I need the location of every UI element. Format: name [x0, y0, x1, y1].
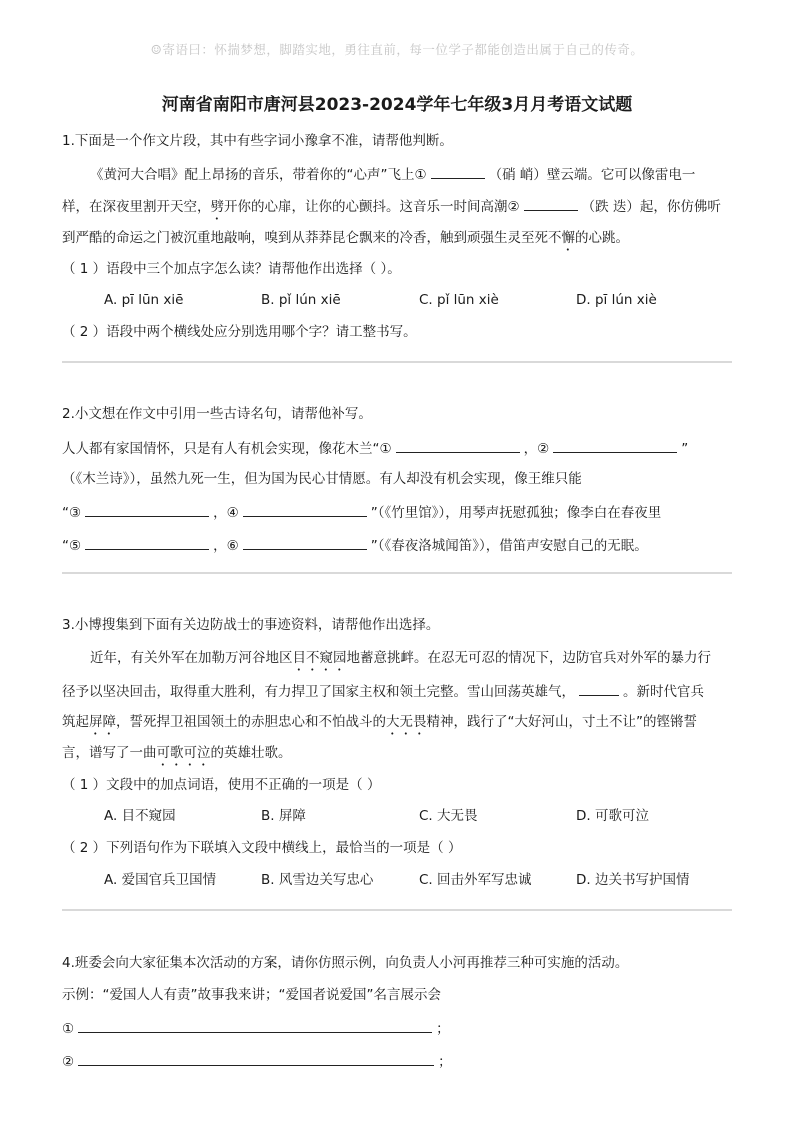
q2-blank-6[interactable]: [243, 534, 367, 550]
q1-p2c: （跌 迭）起，你仿佛听: [581, 199, 721, 215]
q4-item1-label: ①: [62, 1021, 75, 1037]
q3-p1b: 地蓄意挑衅。在忍无可忍的情况下，边防官兵对外军的暴力行: [346, 650, 711, 666]
q3-passage-line4: [62, 743, 292, 769]
q3-p2b: 。新时代官兵: [623, 684, 704, 700]
q2-l4b: ，⑥: [213, 538, 239, 554]
q3-sub2-option-d[interactable]: D. 边关书写护国情: [576, 872, 690, 888]
q2-l1a: 人人都有家国情怀，只是有人有机会实现，像花木兰“①: [62, 441, 392, 457]
q4-stem: 4.班委会向大家征集本次活动的方案，请你仿照示例，向负责人小河再推荐三种可实施的活动。: [62, 955, 629, 971]
q3-sub2: （ 2 ）下列语句作为下联填入文段中横线上，最恰当的一项是（ ）: [62, 840, 462, 856]
q1-p2b: 开你的心扉，让你的心颤抖。这音乐一时间高潮②: [224, 199, 520, 215]
q3-p3c: 精神，践行了“大好河山，寸土不让”的铿锵誓: [426, 714, 697, 730]
q2-line1: [62, 437, 688, 459]
q3-sub2-option-a[interactable]: A. 爱国官兵卫国情: [104, 872, 217, 888]
q4-semicolon-1: ；: [436, 1021, 450, 1037]
section-divider: [62, 572, 732, 574]
q4-semicolon-2: ；: [438, 1054, 452, 1070]
q1-option-b[interactable]: B. pǐ lún xiē: [261, 292, 341, 308]
q3-sub2-option-b[interactable]: B. 风雪边关写忠心: [261, 872, 374, 888]
q1-p3b: 的心跳。: [575, 230, 629, 246]
q2-blank-4[interactable]: [243, 501, 367, 517]
q3-blank[interactable]: [579, 680, 619, 696]
q1-blank-1[interactable]: [431, 163, 485, 179]
q3-sub1: （ 1 ）文段中的加点词语，使用不正确的一项是（ ）: [62, 777, 381, 793]
q1-passage-line3: [62, 228, 629, 254]
q3-p4a: 言，谱写了一曲: [62, 745, 157, 761]
q2-line2: （《木兰诗》），虽然九死一生，但为国为民心甘情愿。有人却没有机会实现，像王维只能: [62, 471, 582, 487]
q2-blank-2[interactable]: [553, 437, 677, 453]
q1-passage-line2: [62, 195, 721, 223]
q2-l4c: ”（《春夜洛城闻笛》），借笛声安慰自己的无眠。: [370, 538, 648, 554]
q2-l3c: ”（《竹里馆》），用琴声抚慰孤独；像李白在春夜里: [370, 505, 662, 521]
q4-example: 示例：“爱国人人有责”故事我来讲；“爱国者说爱国”名言展示会: [62, 987, 441, 1003]
q2-l1c: ”: [681, 441, 689, 457]
q1-sub1: （ 1 ）语段中三个加点字怎么读？请帮他作出选择（ ）。: [62, 261, 401, 277]
q4-answer-line-1: [62, 1017, 450, 1039]
q2-l1b: ，②: [523, 441, 550, 457]
q1-p3a: 到严酷的命运之门被沉重地敲响，嗅到从莽莽昆仑飘来的冷香，触到顽强生灵至死不: [62, 230, 562, 246]
q3-p1a: 近年，有关外军在加勒万河谷地区: [90, 650, 293, 666]
q1-passage-line1: [90, 163, 695, 185]
q3-dotted-word-3: 大无畏: [386, 714, 427, 730]
q1-dotted-char-3: 懈: [561, 230, 575, 246]
q4-blank-1[interactable]: [78, 1017, 432, 1033]
page-title: 河南省南阳市唐河县2023-2024学年七年级3月月考语文试题: [161, 95, 633, 115]
q4-blank-2[interactable]: [78, 1050, 434, 1066]
section-divider: [62, 361, 732, 363]
q1-p2a: 样，在深夜里割开天空，: [62, 199, 211, 215]
q3-passage-line1: [90, 648, 711, 674]
q2-blank-5[interactable]: [85, 534, 209, 550]
q3-p2a: 径予以坚决回击，取得重大胜利，有力捍卫了国家主权和领土完整。雪山回荡英雄气，: [62, 684, 575, 700]
header-motto: ☺寄语曰：怀揣梦想，脚踏实地，勇往直前，每一位学子都能创造出属于自己的传奇。: [150, 42, 644, 57]
q3-sub1-option-a[interactable]: A. 目不窥园: [104, 808, 176, 824]
section-divider: [62, 909, 732, 911]
q1-dotted-char-1: 劈: [210, 199, 224, 215]
q1-sub2: （ 2 ）语段中两个横线处应分别选用哪个字？请工整书写。: [62, 324, 417, 340]
q2-stem: 2.小文想在作文中引用一些古诗名句，请帮他补写。: [62, 406, 372, 422]
q3-sub2-option-c[interactable]: C. 回击外军写忠诚: [419, 872, 532, 888]
q3-stem: 3.小博搜集到下面有关边防战士的事迹资料，请帮他作出选择。: [62, 617, 440, 633]
q3-p3a: 筑起: [62, 714, 89, 730]
q3-passage-line3: [62, 712, 697, 738]
q1-p1b: （硝 峭）壁云端。它可以像雷电一: [488, 167, 696, 183]
q4-answer-line-2: [62, 1050, 452, 1072]
q2-l4a: “⑤: [62, 538, 82, 554]
q2-line4: [62, 534, 648, 556]
q2-l3a: “③: [62, 505, 82, 521]
q3-p3b: ，誓死捍卫祖国领土的赤胆忠心和不怕战斗的: [116, 714, 386, 730]
q3-sub1-option-d[interactable]: D. 可歌可泣: [576, 808, 649, 824]
q2-blank-1[interactable]: [396, 437, 520, 453]
q1-option-c[interactable]: C. pǐ lūn xiè: [419, 292, 499, 308]
q3-sub1-option-c[interactable]: C. 大无畏: [419, 808, 478, 824]
q3-dotted-word-2: 屏障: [89, 714, 116, 730]
q4-item2-label: ②: [62, 1054, 75, 1070]
q1-p1a: 《黄河大合唱》配上昂扬的音乐，带着你的“心声”飞上①: [90, 167, 427, 183]
q2-line3: [62, 501, 661, 523]
q2-blank-3[interactable]: [85, 501, 209, 517]
q1-option-d[interactable]: D. pī lún xiè: [576, 292, 657, 308]
q1-stem: 1.下面是一个作文片段，其中有些字词小豫拿不准，请帮他判断。: [62, 133, 453, 149]
q1-option-a[interactable]: A. pī lūn xiē: [104, 292, 184, 308]
q2-l3b: ，④: [213, 505, 239, 521]
q3-passage-line2: [62, 680, 704, 702]
q3-dotted-word-1: 目不窥园: [292, 650, 347, 666]
q3-dotted-word-4: 可歌可泣: [156, 745, 211, 761]
q3-sub1-option-b[interactable]: B. 屏障: [261, 808, 306, 824]
q1-blank-2[interactable]: [524, 195, 578, 211]
q3-p4b: 的英雄壮歌。: [210, 745, 292, 761]
